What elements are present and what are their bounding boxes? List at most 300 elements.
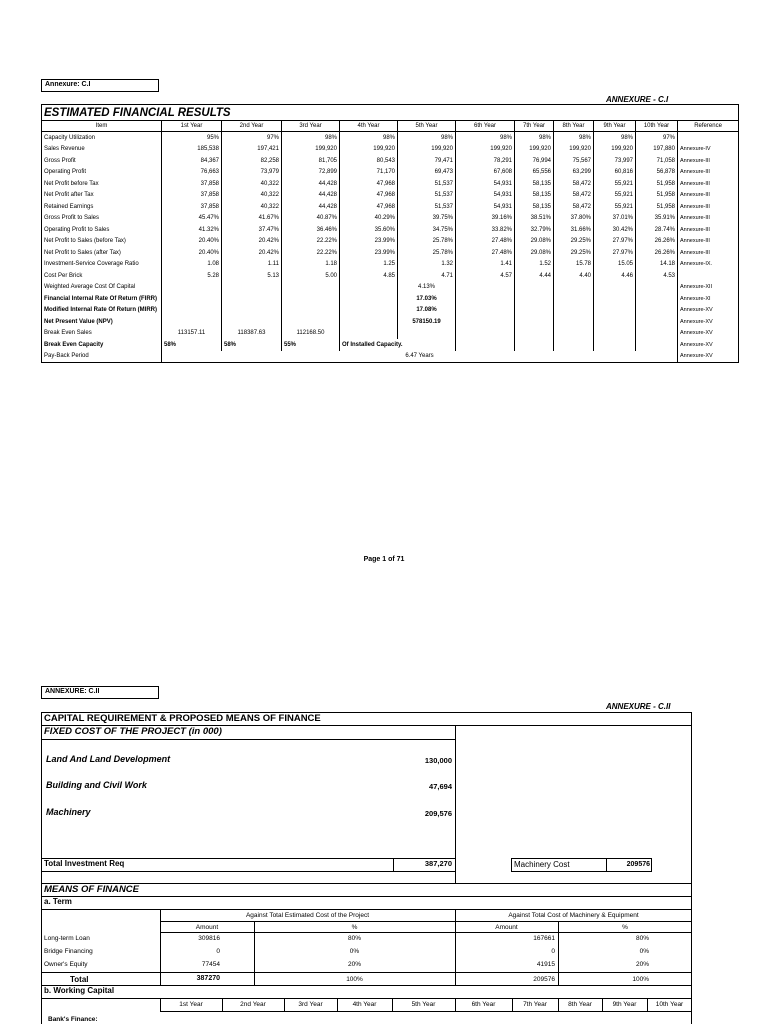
empty-cell (636, 282, 678, 294)
cell-value: 4.46 (594, 270, 636, 282)
cell-value: 15.78 (554, 259, 594, 271)
column-header: 2nd Year (222, 121, 282, 132)
cell-value: 37,858 (162, 201, 222, 213)
means-of-finance-title: MEANS OF FINANCE (44, 884, 139, 895)
cell-value: 4.71 (398, 270, 456, 282)
finance-row-label: Bridge Financing (44, 948, 93, 955)
row-label: Investment-Service Coverage Ratio (42, 259, 162, 271)
capacity-note: Of Installed Capacity. (340, 339, 456, 351)
cell-value: 29.25% (554, 247, 594, 259)
empty-cell (554, 328, 594, 340)
empty-cell (554, 305, 594, 317)
cell-value: 20.40% (162, 236, 222, 248)
cell-value: 20.42% (222, 247, 282, 259)
empty-cell (282, 293, 340, 305)
column-header: 6th Year (456, 121, 515, 132)
cell-value: 199,920 (515, 144, 554, 156)
term-title: a. Term (44, 897, 72, 906)
cell-value: 28.74% (636, 224, 678, 236)
column-header: Item (42, 121, 162, 132)
row-label: Pay-Back Period (42, 351, 162, 363)
table-row (42, 178, 739, 190)
cell-value: 33.82% (456, 224, 515, 236)
total-investment-label: Total Investment Req (44, 859, 125, 868)
table-row (42, 247, 739, 259)
row-label: Break Even Sales (42, 328, 162, 340)
cell-value: 41.32% (162, 224, 222, 236)
row-reference: Annexure-XV (678, 305, 739, 317)
cell-value: 197,880 (636, 144, 678, 156)
cell-value: 17.03% (398, 293, 456, 305)
cell-value: 199,920 (282, 144, 340, 156)
empty-cell (594, 305, 636, 317)
cell-value: 185,538 (162, 144, 222, 156)
cell-value: 51,958 (636, 201, 678, 213)
table-row (42, 305, 739, 317)
row-label: Break Even Capacity (42, 339, 162, 351)
row-reference: Annexure-IV (678, 144, 739, 156)
cell-value: 78,291 (456, 155, 515, 167)
table-row (42, 282, 739, 294)
empty-cell (594, 339, 636, 351)
finance-pct: 0% (349, 948, 360, 955)
cell-value: 98% (456, 132, 515, 144)
cell-value: 27.97% (594, 247, 636, 259)
cell-value: 4.13% (398, 282, 456, 294)
fixed-item-label: Land And Land Development (46, 754, 171, 764)
cell-value: 51,958 (636, 190, 678, 202)
row-label: Gross Profit to Sales (42, 213, 162, 225)
empty-cell (162, 316, 222, 328)
empty-cell (594, 316, 636, 328)
finance-total-label: Total (70, 975, 89, 984)
cell-value: 98% (340, 132, 398, 144)
cell-value: 37.47% (222, 224, 282, 236)
cell-value: 113157.11 (162, 328, 222, 340)
row-reference: Annexure-III (678, 236, 739, 248)
cell-value: 40,322 (222, 178, 282, 190)
cell-value: 197,421 (222, 144, 282, 156)
table-row (42, 236, 739, 248)
cell-value: 40.29% (340, 213, 398, 225)
cell-value: 73,997 (594, 155, 636, 167)
row-label: Capacity Utilization (42, 132, 162, 144)
row-reference: Annexure-III (678, 224, 739, 236)
cell-value: 63,299 (554, 167, 594, 179)
row-reference: Annexure-III (678, 247, 739, 259)
cell-value: 29.25% (554, 236, 594, 248)
cell-value: 20.42% (222, 236, 282, 248)
year-header: 10th Year (655, 1001, 684, 1008)
cell-value: 79,471 (398, 155, 456, 167)
table-row (42, 213, 739, 225)
year-header: 8th Year (568, 1001, 592, 1008)
payback-value: 6.47 Years (162, 351, 678, 363)
cell-value: 65,556 (515, 167, 554, 179)
cell-value: 55% (282, 339, 340, 351)
table-row (42, 167, 739, 179)
cell-value: 22.22% (282, 247, 340, 259)
row-label: Net Present Value (NPV) (42, 316, 162, 328)
cell-value: 55,921 (594, 190, 636, 202)
empty-cell (456, 328, 515, 340)
cell-value: 199,920 (554, 144, 594, 156)
cell-value: 80,543 (340, 155, 398, 167)
cell-value: 73,979 (222, 167, 282, 179)
empty-cell (554, 293, 594, 305)
finance-pct: 20% (347, 961, 361, 968)
cell-value: 1.32 (398, 259, 456, 271)
cell-value: 4.57 (456, 270, 515, 282)
row-reference (678, 132, 739, 144)
row-reference: Annexure-III (678, 167, 739, 179)
empty-cell (340, 305, 398, 317)
cell-value: 5.28 (162, 270, 222, 282)
working-capital-title: b. Working Capital (44, 986, 115, 995)
finance-total-amount-2: 209576 (533, 976, 555, 983)
fixed-item-label: Machinery (46, 807, 91, 817)
empty-cell (162, 282, 222, 294)
machinery-cost-label: Machinery Cost (514, 860, 570, 869)
finance-pct-2: 0% (639, 948, 649, 955)
column-header: 5th Year (398, 121, 456, 132)
col-header: % (351, 924, 358, 931)
column-header: 8th Year (554, 121, 594, 132)
cell-value: 37.80% (554, 213, 594, 225)
cell-value: 58,472 (554, 178, 594, 190)
cell-value: 37,858 (162, 190, 222, 202)
cell-value: 20.40% (162, 247, 222, 259)
finance-amount-2: 167661 (533, 935, 555, 942)
year-header: 2nd Year (240, 1001, 266, 1008)
empty-cell (398, 328, 456, 340)
capital-requirement-section (41, 712, 692, 1024)
cell-value: 30.42% (594, 224, 636, 236)
page-number: Page 1 of 71 (363, 556, 405, 563)
year-header: 7th Year (523, 1001, 547, 1008)
empty-cell (594, 293, 636, 305)
empty-cell (222, 316, 282, 328)
year-header: 6th Year (471, 1001, 496, 1008)
cell-value: 14.18 (636, 259, 678, 271)
cell-value: 1.25 (340, 259, 398, 271)
empty-cell (340, 282, 398, 294)
cell-value: 58,472 (554, 201, 594, 213)
row-reference: Annexure-XV (678, 351, 739, 363)
cell-value: 75,567 (554, 155, 594, 167)
cell-value: 1.08 (162, 259, 222, 271)
finance-amount: 0 (216, 948, 220, 955)
row-reference: Annexure-XI (678, 293, 739, 305)
cell-value: 76,994 (515, 155, 554, 167)
cell-value: 29.08% (515, 236, 554, 248)
cell-value: 38.51% (515, 213, 554, 225)
empty-cell (515, 282, 554, 294)
cell-value: 4.53 (636, 270, 678, 282)
cell-value: 54,931 (456, 190, 515, 202)
cell-value: 1.41 (456, 259, 515, 271)
table-row (42, 351, 739, 363)
empty-cell (515, 316, 554, 328)
finance-row-label: Long-term Loan (44, 935, 90, 942)
row-label: Financial Internal Rate Of Return (FIRR) (42, 293, 162, 305)
empty-cell (456, 282, 515, 294)
table-row (42, 190, 739, 202)
cell-value: 5.00 (282, 270, 340, 282)
cell-value: 98% (515, 132, 554, 144)
table-row (42, 224, 739, 236)
cell-value: 40.87% (282, 213, 340, 225)
row-reference: Annexure-IX. (678, 259, 739, 271)
row-reference: Annexure-III (678, 201, 739, 213)
cell-value: 47,968 (340, 178, 398, 190)
cell-value: 25.78% (398, 247, 456, 259)
cell-value: 54,931 (456, 178, 515, 190)
cell-value: 31.66% (554, 224, 594, 236)
finance-row-label: Owner's Equity (44, 961, 88, 968)
table-row (42, 132, 739, 144)
cell-value: 39.16% (456, 213, 515, 225)
cell-value: 27.48% (456, 247, 515, 259)
empty-cell (515, 305, 554, 317)
cell-value: 56,878 (636, 167, 678, 179)
financial-results-table (41, 104, 739, 363)
row-label: Net Profit before Tax (42, 178, 162, 190)
empty-cell (515, 339, 554, 351)
year-header: 1st Year (179, 1001, 203, 1008)
empty-cell (222, 293, 282, 305)
cell-value: 67,608 (456, 167, 515, 179)
cell-value: 5.13 (222, 270, 282, 282)
cell-value: 1.11 (222, 259, 282, 271)
section-title: CAPITAL REQUIREMENT & PROPOSED MEANS OF FINANCE (44, 713, 321, 724)
cell-value: 72,899 (282, 167, 340, 179)
finance-amount-2: 41915 (536, 961, 555, 968)
cell-value: 23.99% (340, 247, 398, 259)
row-reference: Annexure-XII (678, 282, 739, 294)
finance-pct-2: 80% (635, 935, 649, 942)
cell-value: 32.79% (515, 224, 554, 236)
cell-value: 1.52 (515, 259, 554, 271)
finance-amount: 77454 (201, 961, 220, 968)
cell-value: 199,920 (398, 144, 456, 156)
table-row (42, 155, 739, 167)
row-label: Net Profit to Sales (after Tax) (42, 247, 162, 259)
cell-value: 95% (162, 132, 222, 144)
cell-value: 82,258 (222, 155, 282, 167)
empty-cell (162, 293, 222, 305)
year-header: 4th Year (352, 1001, 377, 1008)
cell-value: 26.26% (636, 236, 678, 248)
empty-cell (515, 293, 554, 305)
table-row (42, 270, 739, 282)
annexure-heading: ANNEXURE - C.I (606, 95, 669, 104)
cell-value: 26.26% (636, 247, 678, 259)
group-heading: Against Total Cost of Machinery & Equipment (508, 912, 639, 919)
empty-cell (594, 282, 636, 294)
cell-value: 51,537 (398, 190, 456, 202)
group-heading: Against Total Estimated Cost of the Project (245, 912, 370, 919)
cell-value: 84,367 (162, 155, 222, 167)
cell-value: 58,135 (515, 201, 554, 213)
table-row (42, 339, 739, 351)
header-row (42, 121, 739, 132)
empty-cell (636, 328, 678, 340)
row-label: Gross Profit (42, 155, 162, 167)
empty-cell (456, 339, 515, 351)
table-title: ESTIMATED FINANCIAL RESULTS (42, 105, 739, 121)
cell-value: 36.46% (282, 224, 340, 236)
machinery-cost-value: 209576 (626, 861, 650, 868)
cell-value: 76,663 (162, 167, 222, 179)
finance-total-pct: 100% (346, 976, 363, 983)
year-header: 9th Year (612, 1001, 637, 1008)
cell-value: 118387.63 (222, 328, 282, 340)
banks-finance-label: Bank's Finance: (48, 1016, 98, 1023)
empty-cell (222, 282, 282, 294)
cell-value: 58,472 (554, 190, 594, 202)
cell-value: 40,322 (222, 190, 282, 202)
table-row (42, 328, 739, 340)
cell-value: 58% (162, 339, 222, 351)
empty-cell (636, 293, 678, 305)
cell-value: 34.75% (398, 224, 456, 236)
table-row (42, 201, 739, 213)
cell-value: 71,058 (636, 155, 678, 167)
empty-cell (340, 328, 398, 340)
fixed-item-value: 209,576 (424, 809, 452, 818)
row-label: Sales Revenue (42, 144, 162, 156)
row-label: Modified Internal Rate Of Return (MIRR) (42, 305, 162, 317)
cell-value: 199,920 (456, 144, 515, 156)
empty-cell (636, 305, 678, 317)
column-header: 9th Year (594, 121, 636, 132)
finance-pct-2: 20% (635, 961, 649, 968)
row-label: Operating Profit (42, 167, 162, 179)
cell-value: 97% (636, 132, 678, 144)
cell-value: 23.99% (340, 236, 398, 248)
col-header: Amount (195, 924, 219, 931)
column-header: 7th Year (515, 121, 554, 132)
cell-value: 98% (554, 132, 594, 144)
fixed-item-value: 47,694 (429, 782, 452, 791)
finance-amount-2: 0 (551, 948, 555, 955)
cell-value: 4.44 (515, 270, 554, 282)
cell-value: 35.91% (636, 213, 678, 225)
table-row (42, 293, 739, 305)
cell-value: 44,428 (282, 178, 340, 190)
row-label: Operating Profit to Sales (42, 224, 162, 236)
cell-value: 98% (594, 132, 636, 144)
empty-cell (340, 293, 398, 305)
table-row (42, 259, 739, 271)
table-row (42, 144, 739, 156)
empty-cell (554, 316, 594, 328)
finance-amount: 309816 (198, 935, 220, 942)
finance-total-pct-2: 100% (632, 976, 649, 983)
row-label: Cost Per Brick (42, 270, 162, 282)
column-header: 1st Year (162, 121, 222, 132)
cell-value: 17.08% (398, 305, 456, 317)
row-label: Retained Earnings (42, 201, 162, 213)
total-investment-value: 387,270 (424, 859, 452, 868)
col-header: % (622, 924, 628, 931)
finance-pct: 80% (347, 935, 361, 942)
cell-value: 22.22% (282, 236, 340, 248)
row-reference: Annexure-III (678, 190, 739, 202)
row-reference: Annexure-III (678, 178, 739, 190)
column-header: Reference (678, 121, 739, 132)
annexure-tag: Annexure: C.I (41, 79, 159, 92)
empty-cell (282, 305, 340, 317)
cell-value: 4.85 (340, 270, 398, 282)
cell-value: 37,858 (162, 178, 222, 190)
cell-value: 4.40 (554, 270, 594, 282)
column-header: 4th Year (340, 121, 398, 132)
cell-value: 35.60% (340, 224, 398, 236)
cell-value: 29.08% (515, 247, 554, 259)
empty-cell (594, 328, 636, 340)
cell-value: 15.05 (594, 259, 636, 271)
empty-cell (456, 293, 515, 305)
cell-value: 58,135 (515, 178, 554, 190)
row-label: Net Profit to Sales (before Tax) (42, 236, 162, 248)
cell-value: 199,920 (340, 144, 398, 156)
cell-value: 47,968 (340, 201, 398, 213)
cell-value: 55,921 (594, 178, 636, 190)
row-label: Weighted Average Cost Of Capital (42, 282, 162, 294)
row-label: Net Profit after Tax (42, 190, 162, 202)
fixed-item-value: 130,000 (424, 756, 452, 765)
cell-value: 98% (282, 132, 340, 144)
fixed-item-label: Building and Civil Work (46, 780, 147, 790)
cell-value: 47,968 (340, 190, 398, 202)
column-header: 3rd Year (282, 121, 340, 132)
row-reference: Annexure-XV (678, 339, 739, 351)
empty-cell (515, 328, 554, 340)
cell-value: 97% (222, 132, 282, 144)
empty-cell (282, 282, 340, 294)
empty-cell (162, 305, 222, 317)
machinery-cost-box (511, 858, 652, 872)
year-header: 3rd Year (298, 1001, 323, 1008)
cell-value: 60,816 (594, 167, 636, 179)
cell-value: 40,322 (222, 201, 282, 213)
cell-value: 69,473 (398, 167, 456, 179)
finance-total-amount: 387270 (196, 975, 220, 982)
cell-value: 45.47% (162, 213, 222, 225)
cell-value: 51,537 (398, 201, 456, 213)
row-reference: Annexure-III (678, 155, 739, 167)
cell-value: 578150.19 (398, 316, 456, 328)
empty-cell (340, 316, 398, 328)
empty-cell (636, 316, 678, 328)
cell-value: 27.48% (456, 236, 515, 248)
cell-value: 58,135 (515, 190, 554, 202)
column-header: 10th Year (636, 121, 678, 132)
cell-value: 1.18 (282, 259, 340, 271)
cell-value: 25.78% (398, 236, 456, 248)
empty-cell (554, 339, 594, 351)
cell-value: 51,958 (636, 178, 678, 190)
annexure-tag-2: ANNEXURE: C.II (41, 686, 159, 699)
empty-cell (456, 305, 515, 317)
cell-value: 37.01% (594, 213, 636, 225)
cell-value: 55,921 (594, 201, 636, 213)
cell-value: 39.75% (398, 213, 456, 225)
empty-cell (282, 316, 340, 328)
cell-value: 44,428 (282, 201, 340, 213)
